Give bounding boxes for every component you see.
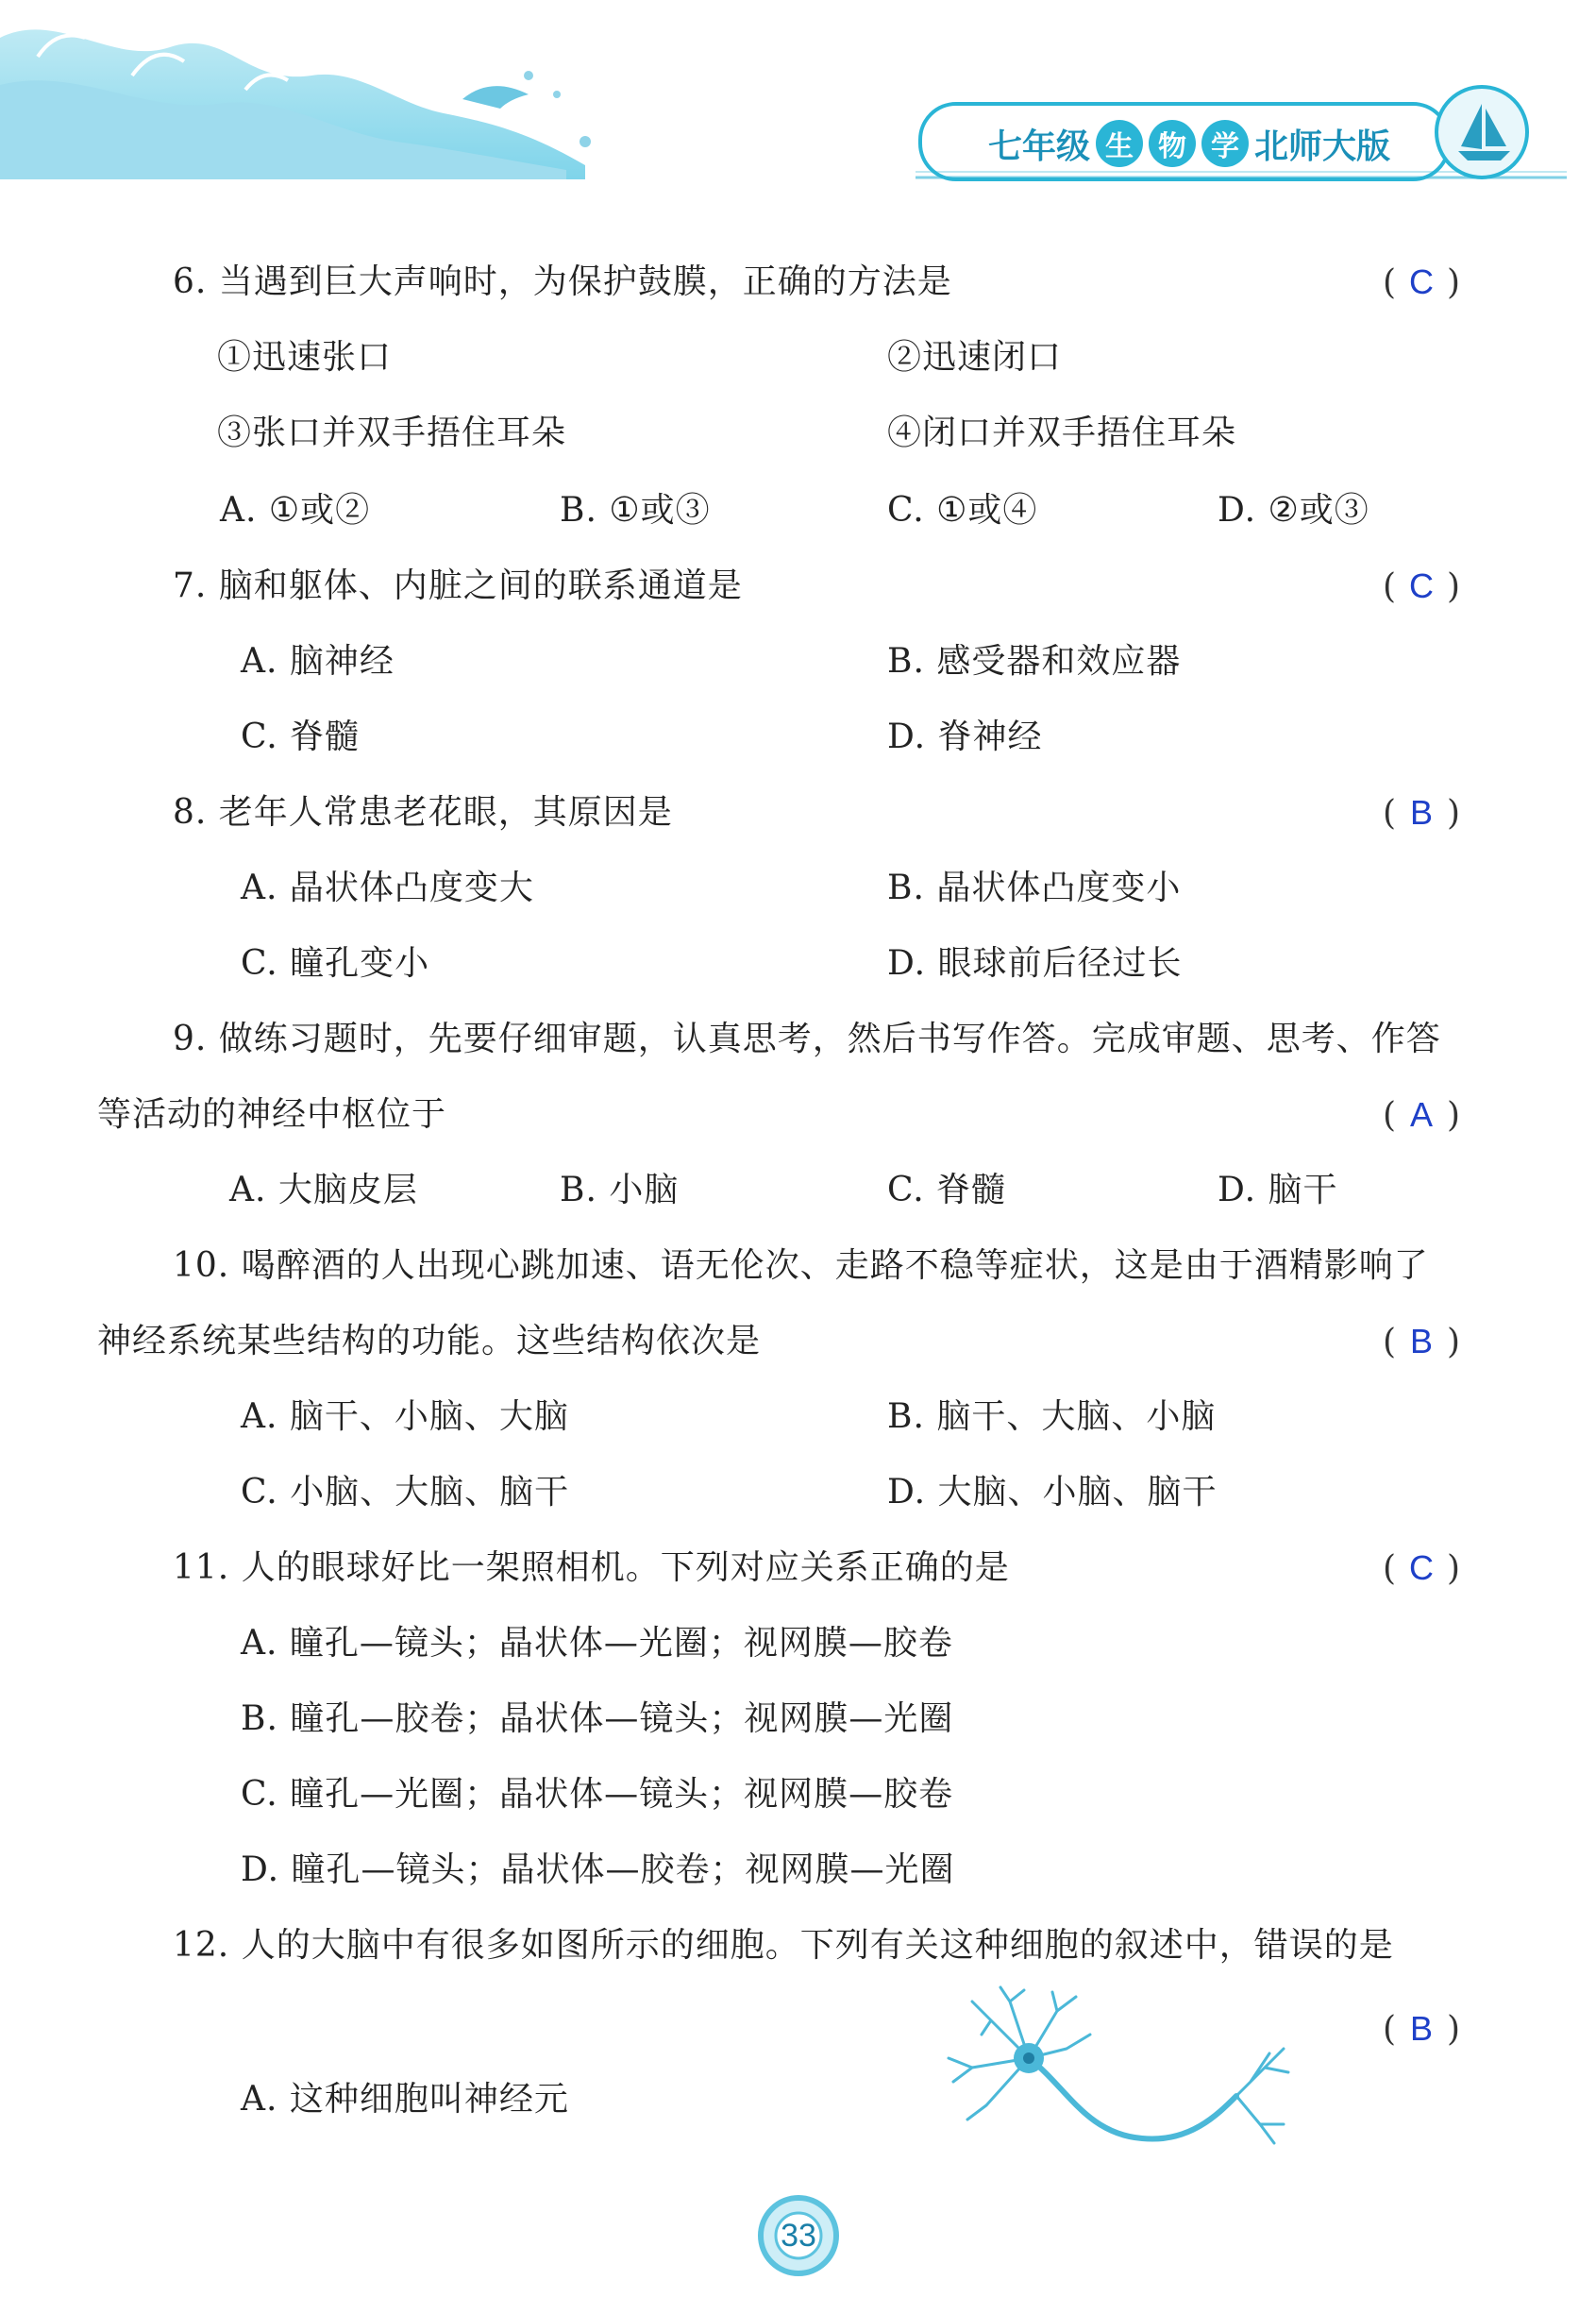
option: A. 瞳孔—镜头；晶状体—光圈；视网膜—胶卷 [241, 1624, 953, 1663]
choice-item: ④闭口并双手捂住耳朵 [887, 414, 1237, 452]
option: B. 小脑 [560, 1171, 680, 1209]
question-stem: 9. 做练习题时，先要仔细审题，认真思考，然后书写作答。完成审题、思考、作答 [173, 1020, 1441, 1058]
option: A. ①或② [220, 491, 371, 530]
option: C. 脊髓 [887, 1171, 1007, 1209]
choice-item: ③张口并双手捂住耳朵 [217, 414, 567, 452]
dolphin-icon [462, 86, 529, 109]
option: D. 脊神经 [887, 718, 1043, 756]
option: C. 脊髓 [241, 718, 361, 756]
subject-char: 学 [1201, 120, 1249, 167]
option: C. 小脑、大脑、脑干 [241, 1473, 570, 1512]
option: A. 脑神经 [241, 642, 395, 681]
option: A. 这种细胞叫神经元 [241, 2080, 569, 2119]
option: B. 晶状体凸度变小 [887, 869, 1182, 907]
choice-item: ②迅速闭口 [887, 338, 1063, 377]
option: B. 脑干、大脑、小脑 [887, 1397, 1217, 1436]
page-number: 33 [781, 2217, 816, 2254]
subject-char: 生 [1096, 120, 1143, 167]
option: B. ①或③ [560, 491, 711, 530]
option: D. ②或③ [1218, 491, 1369, 530]
question-stem: 10. 喝醉酒的人出现心跳加速、语无伦次、走路不稳等症状，这是由于酒精影响了 [173, 1246, 1429, 1285]
grade-label: 七年级 [987, 127, 1090, 166]
option: D. 脑干 [1218, 1171, 1338, 1209]
subject-char: 物 [1149, 120, 1196, 167]
question-stem: 11. 人的眼球好比一架照相机。下列对应关系正确的是 [173, 1548, 1010, 1587]
answer: ( C ) [1383, 1548, 1461, 1588]
option: C. ①或④ [887, 491, 1038, 530]
option: B. 感受器和效应器 [887, 642, 1182, 681]
book-badge [925, 106, 1453, 181]
option: B. 瞳孔—胶卷；晶状体—镜头；视网膜—光圈 [241, 1699, 954, 1738]
option: D. 眼球前后径过长 [887, 944, 1183, 983]
option: A. 晶状体凸度变大 [241, 869, 534, 907]
question-stem: 等活动的神经中枢位于 [97, 1095, 447, 1134]
answer: ( B ) [1383, 1322, 1461, 1361]
answer: ( A ) [1383, 1095, 1461, 1135]
edition-label: 北师大版 [1254, 127, 1391, 166]
option: D. 大脑、小脑、脑干 [887, 1473, 1218, 1512]
option: C. 瞳孔变小 [241, 944, 430, 983]
option: D. 瞳孔—镜头；晶状体—胶卷；视网膜—光圈 [241, 1850, 955, 1889]
question-stem: 神经系统某些结构的功能。这些结构依次是 [97, 1322, 762, 1360]
answer: ( B ) [1383, 2009, 1461, 2049]
option: C. 瞳孔—光圈；晶状体—镜头；视网膜—胶卷 [241, 1775, 954, 1814]
option: A. 脑干、小脑、大脑 [241, 1397, 569, 1436]
neuron-illustration [934, 1983, 1312, 2171]
choice-item: ①迅速张口 [217, 338, 393, 377]
option: A. 大脑皮层 [229, 1171, 418, 1209]
answer: ( B ) [1383, 793, 1461, 833]
answer: ( C ) [1383, 566, 1461, 606]
page-header [0, 0, 1596, 189]
question-stem: 7. 脑和躯体、内脏之间的联系通道是 [173, 566, 743, 605]
answer: ( C ) [1383, 262, 1461, 302]
question-stem: 8. 老年人常患老花眼，其原因是 [173, 793, 673, 832]
question-stem: 12. 人的大脑中有很多如图所示的细胞。下列有关这种细胞的叙述中，错误的是 [173, 1926, 1394, 1965]
page-number-badge [753, 2190, 844, 2281]
question-stem: 6. 当遇到巨大声响时，为保护鼓膜，正确的方法是 [173, 262, 952, 301]
